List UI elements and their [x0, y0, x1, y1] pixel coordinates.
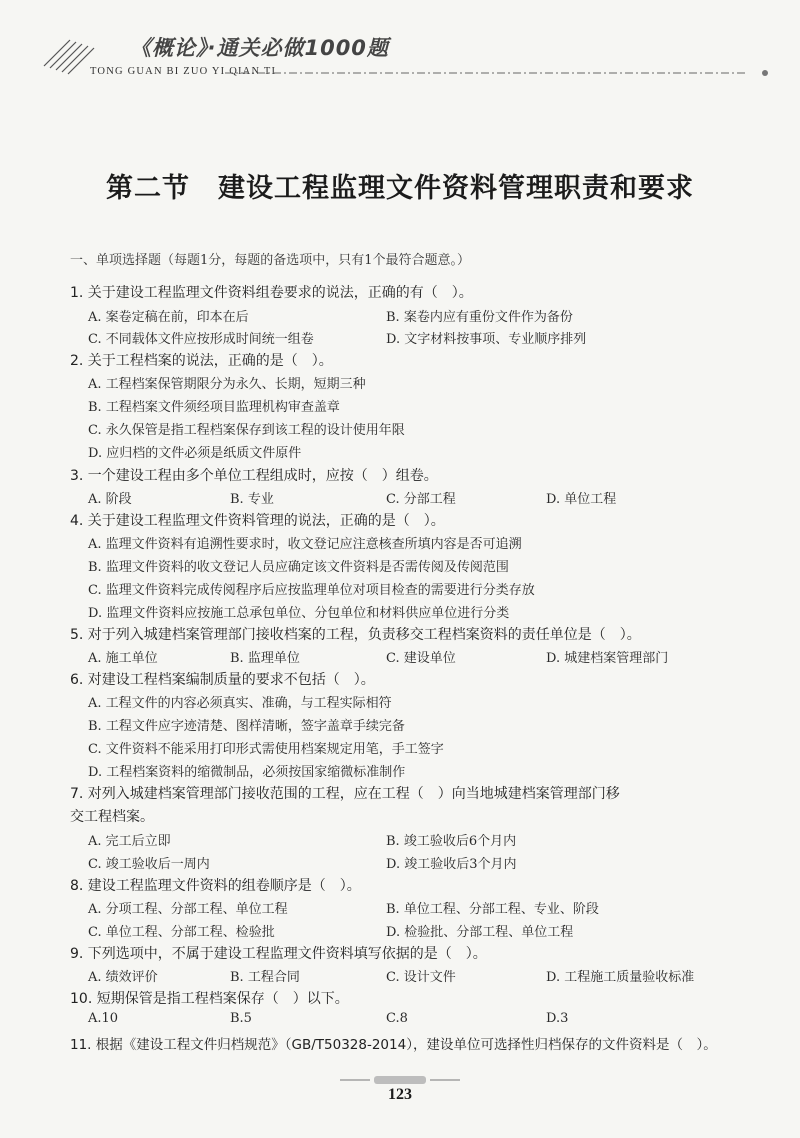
- question-7-option-d: D. 竣工验收后3个月内: [386, 857, 517, 872]
- question-9-option-b: B. 工程合同: [230, 970, 300, 985]
- question-5-option-a: A. 施工单位: [88, 651, 158, 666]
- header-rule: [225, 70, 785, 76]
- question-3-option-b: B. 专业: [230, 492, 274, 507]
- question-9-option-c: C. 设计文件: [386, 970, 456, 985]
- header-title: 《概论》·通关必做1000题: [130, 36, 389, 60]
- question-6-option-a: A. 工程文件的内容必须真实、准确，与工程实际相符: [88, 696, 392, 711]
- question-7-option-c: C. 竣工验收后一周内: [88, 857, 210, 872]
- question-3-option-c: C. 分部工程: [386, 492, 456, 507]
- page-footer: [0, 1074, 800, 1104]
- question-4-option-a: A. 监理文件资料有追溯性要求时，收文登记应注意核查所填内容是否可追溯: [88, 537, 522, 552]
- question-3-option-a: A. 阶段: [88, 492, 132, 507]
- question-4-stem: 4. 关于建设工程监理文件资料管理的说法，正确的是（ ）。: [70, 513, 445, 529]
- question-7-option-a: A. 完工后立即: [88, 834, 171, 849]
- question-9-stem: 9. 下列选项中，不属于建设工程监理文件资料填写依据的是（ ）。: [70, 946, 487, 962]
- section-intro: 一、单项选择题（每题1分，每题的备选项中，只有1个最符合题意。）: [70, 253, 471, 268]
- question-2-option-b: B. 工程档案文件须经项目监理机构审查盖章: [88, 400, 340, 415]
- question-5-stem: 5. 对于列入城建档案管理部门接收档案的工程，负责移交工程档案资料的责任单位是（ ）。: [70, 627, 641, 643]
- question-3-option-d: D. 单位工程: [546, 492, 617, 507]
- question-8-option-c: C. 单位工程、分部工程、检验批: [88, 925, 275, 940]
- footer-ornament-icon: [340, 1074, 460, 1086]
- page-number: 123: [388, 1086, 412, 1103]
- running-header: [40, 28, 600, 88]
- question-1-option-d: D. 文字材料按事项、专业顺序排列: [386, 332, 587, 347]
- question-4-option-d: D. 监理文件资料应按施工总承包单位、分包单位和材料供应单位进行分类: [88, 606, 510, 621]
- question-5-option-b: B. 监理单位: [230, 651, 300, 666]
- question-9-option-a: A. 绩效评价: [88, 970, 158, 985]
- question-10-option-a: A.10: [88, 1011, 119, 1026]
- question-8-option-b: B. 单位工程、分部工程、专业、阶段: [386, 902, 599, 917]
- question-7-option-b: B. 竣工验收后6个月内: [386, 834, 517, 849]
- question-1-stem: 1. 关于建设工程监理文件资料组卷要求的说法，正确的有（ ）。: [70, 285, 473, 301]
- question-8-option-a: A. 分项工程、分部工程、单位工程: [88, 902, 288, 917]
- question-2-option-d: D. 应归档的文件必须是纸质文件原件: [88, 446, 302, 461]
- question-6-option-d: D. 工程档案资料的缩微制品，必须按国家缩微标准制作: [88, 765, 406, 780]
- question-1-option-b: B. 案卷内应有重份文件作为备份: [386, 310, 573, 325]
- question-7-stem-continued: 交工程档案。: [70, 809, 154, 825]
- header-subtitle: TONG GUAN BI ZUO YI QIAN TI: [90, 66, 277, 77]
- question-10-option-c: C.8: [386, 1011, 408, 1026]
- section-title: 第二节 建设工程监理文件资料管理职责和要求: [106, 173, 694, 204]
- question-4-option-b: B. 监理文件资料的收文登记人员应确定该文件资料是否需传阅及传阅范围: [88, 560, 509, 575]
- question-8-stem: 8. 建设工程监理文件资料的组卷顺序是（ ）。: [70, 878, 361, 894]
- question-5-option-d: D. 城建档案管理部门: [546, 651, 669, 666]
- question-2-option-a: A. 工程档案保管期限分为永久、长期，短期三种: [88, 377, 366, 392]
- question-8-option-d: D. 检验批、分部工程、单位工程: [386, 925, 574, 940]
- question-11-stem: 11. 根据《建设工程文件归档规范》（GB/T50328-2014），建设单位可选择性归档保存的文件资料是（ ）。: [70, 1037, 717, 1053]
- question-5-option-c: C. 建设单位: [386, 651, 456, 666]
- question-1-option-a: A. 案卷定稿在前，印本在后: [88, 310, 249, 325]
- question-10-stem: 10. 短期保管是指工程档案保存（ ）以下。: [70, 991, 349, 1007]
- question-2-option-c: C. 永久保管是指工程档案保存到该工程的设计使用年限: [88, 423, 405, 438]
- question-7-stem: 7. 对列入城建档案管理部门接收范围的工程，应在工程（ ）向当地城建档案管理部门移: [70, 786, 620, 802]
- question-2-stem: 2. 关于工程档案的说法，正确的是（ ）。: [70, 353, 333, 369]
- question-1-option-c: C. 不同载体文件应按形成时间统一组卷: [88, 332, 314, 347]
- question-10-option-b: B.5: [230, 1011, 252, 1026]
- question-9-option-d: D. 工程施工质量验收标准: [546, 970, 695, 985]
- question-6-stem: 6. 对建设工程档案编制质量的要求不包括（ ）。: [70, 672, 375, 688]
- question-4-option-c: C. 监理文件资料完成传阅程序后应按监理单位对项目检查的需要进行分类存放: [88, 583, 535, 598]
- question-3-stem: 3. 一个建设工程由多个单位工程组成时，应按（ ）组卷。: [70, 468, 438, 484]
- question-6-option-b: B. 工程文件应字迹清楚、图样清晰，签字盖章手续完备: [88, 719, 405, 734]
- question-10-option-d: D.3: [546, 1011, 569, 1026]
- question-6-option-c: C. 文件资料不能采用打印形式需使用档案规定用笔，手工签字: [88, 742, 444, 757]
